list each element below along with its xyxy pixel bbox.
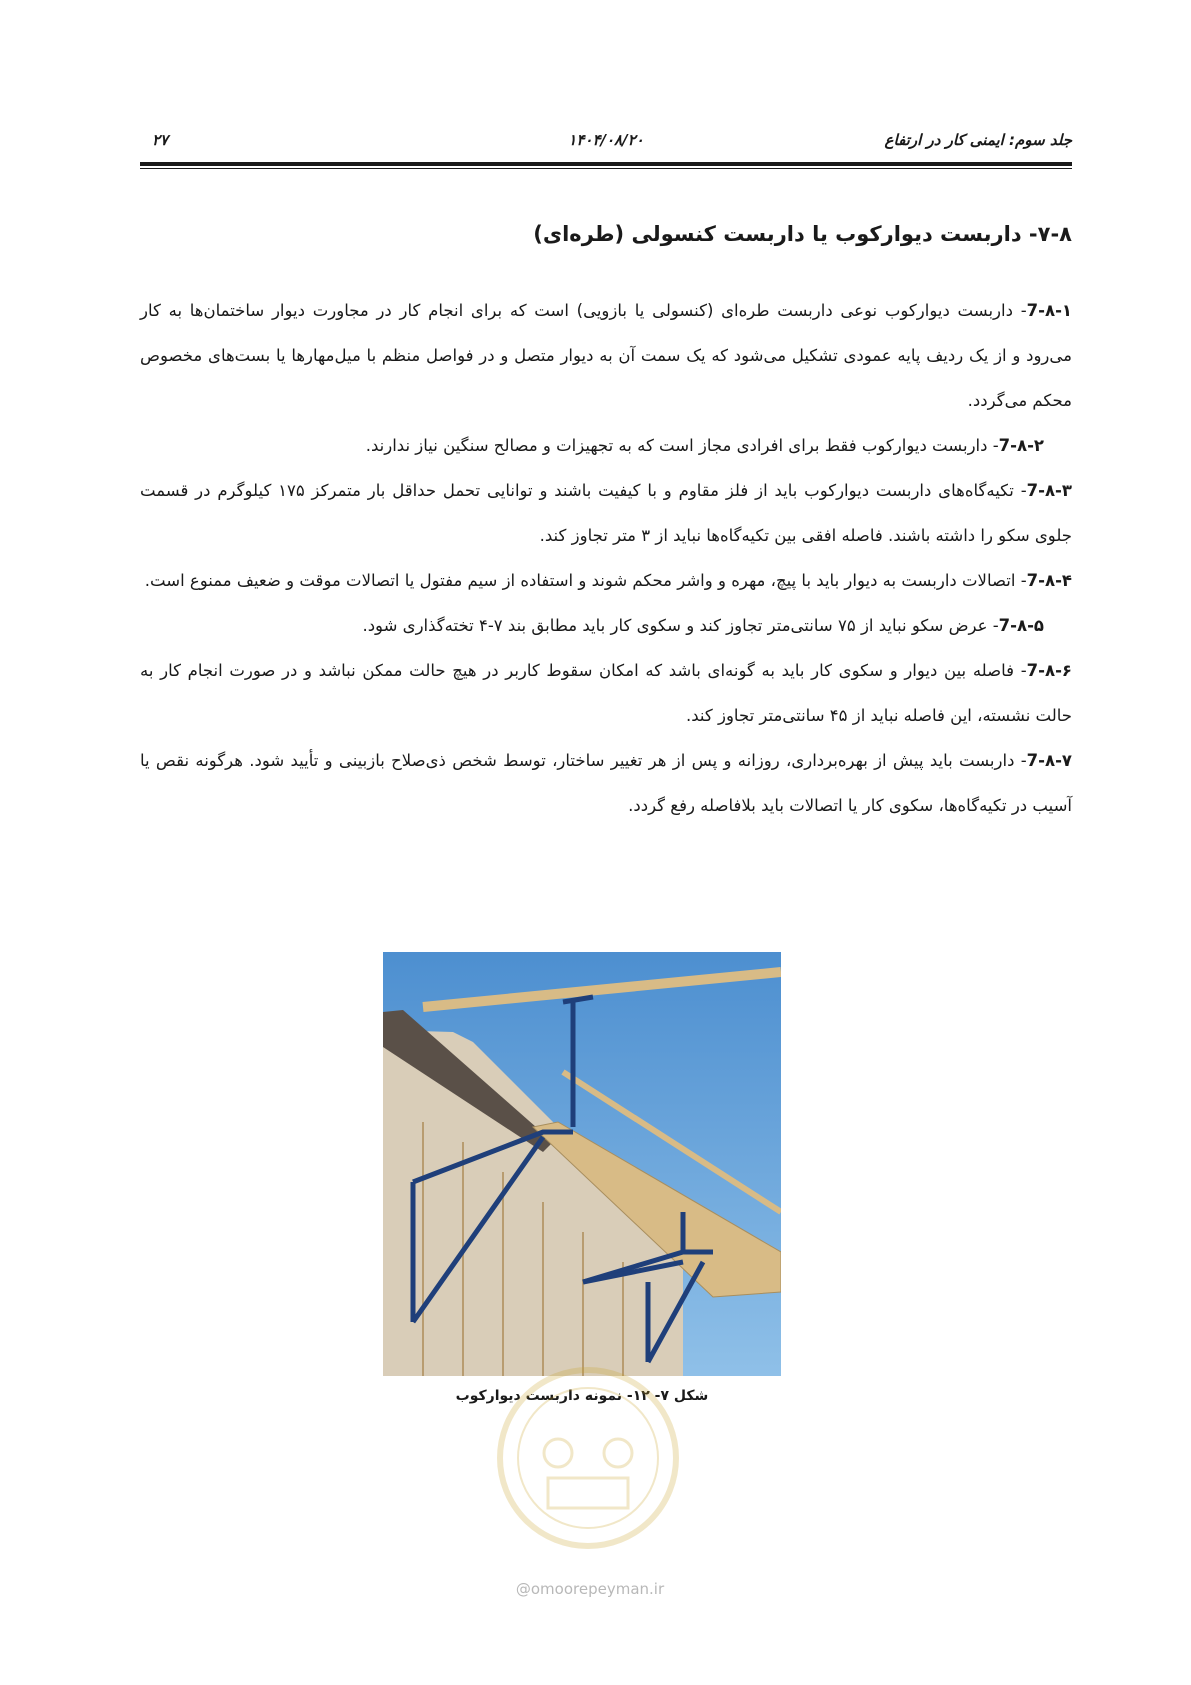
page-header <box>140 128 1072 154</box>
page-number: ۲۷ <box>152 131 169 149</box>
clause-number: 7-۸-۶ <box>1026 661 1072 680</box>
clause-number: 7-۸-۷ <box>1026 751 1072 770</box>
section-title: ۷-۸- داربست دیوارکوب یا داربست کنسولی (طره‌ای) <box>533 222 1072 246</box>
clause-number: 7-۸-۵ <box>998 616 1044 635</box>
paragraph <box>140 288 1072 423</box>
paragraph <box>140 468 1072 558</box>
clause-text: - فاصله بین دیوار و سکوی کار باید به گونه‌ای باشد که امکان سقوط کاربر در هیچ حالت ممکن نباشد و در صورت انجام کار به حالت نشسته، این فاصله نباید از ۴۵ سانتی‌متر تجاوز کند. <box>140 661 1072 725</box>
figure-caption: شکل ۷- ۱۲- نمونه داربست دیوارکوب <box>455 1388 709 1404</box>
book-title: جلد سوم: ایمنی کار در ارتفاع <box>884 131 1072 149</box>
paragraph <box>140 558 1072 603</box>
watermark-url: @omoorepeyman.ir <box>515 1580 665 1598</box>
clause-number: 7-۸-۳ <box>1026 481 1072 500</box>
paragraph <box>140 738 1072 828</box>
clause-text: - داربست دیوارکوب نوعی داربست طره‌ای (کنسولی یا بازویی) است که برای انجام کار در مجاورت دیوار ساختمان‌ها به کار می‌رود و از یک ردیف پایه عمودی تشکیل می‌شود که یک سمت آن به دیوار متصل و در فواصل منظم با میل‌مهارها یا بست‌های مخصوص محکم می‌گردد. <box>140 301 1072 410</box>
clause-number: 7-۸-۱ <box>1026 301 1072 320</box>
clause-text: - اتصالات داربست به دیوار باید با پیچ، مهره و واشر محکم شوند و استفاده از سیم مفتول یا اتصالات موقت و ضعیف ممنوع است. <box>144 571 1027 590</box>
clause-text: - عرض سکو نباید از ۷۵ سانتی‌متر تجاوز کند و سکوی کار باید مطابق بند ۷-۴ تخته‌گذاری شود. <box>362 616 999 635</box>
scaffold-photo <box>383 952 781 1376</box>
clause-number: 7-۸-۲ <box>998 436 1044 455</box>
header-rule-thick <box>140 162 1072 166</box>
scaffold-illustration <box>383 952 781 1376</box>
paragraph <box>140 603 1072 648</box>
watermark-seal-icon <box>488 1358 688 1558</box>
header-rule-thin <box>140 168 1072 169</box>
clause-text: - داربست باید پیش از بهره‌برداری، روزانه و پس از هر تغییر ساختار، توسط شخص ذی‌صلاح بازبینی و تأیید شود. هرگونه نقص یا آسیب در تکیه‌گاه‌ها، سکوی کار یا اتصالات باید بلافاصله رفع گردد. <box>140 751 1072 815</box>
paragraph <box>140 648 1072 738</box>
clause-text: - تکیه‌گاه‌های داربست دیوارکوب باید از فلز مقاوم و با کیفیت باشند و توانایی تحمل حداقل بار متمرکز ۱۷۵ کیلوگرم در قسمت جلوی سکو را داشته باشند. فاصله افقی بین تکیه‌گاه‌ها نباید از ۳ متر تجاوز کند. <box>140 481 1072 545</box>
body-text <box>140 288 1072 828</box>
header-date: ۱۴۰۴/۰۸/۲۰ <box>568 131 644 149</box>
clause-text: - داربست دیوارکوب فقط برای افرادی مجاز است که به تجهیزات و مصالح سنگین نیاز ندارند. <box>365 436 999 455</box>
paragraph <box>140 423 1072 468</box>
clause-number: 7-۸-۴ <box>1026 571 1072 590</box>
